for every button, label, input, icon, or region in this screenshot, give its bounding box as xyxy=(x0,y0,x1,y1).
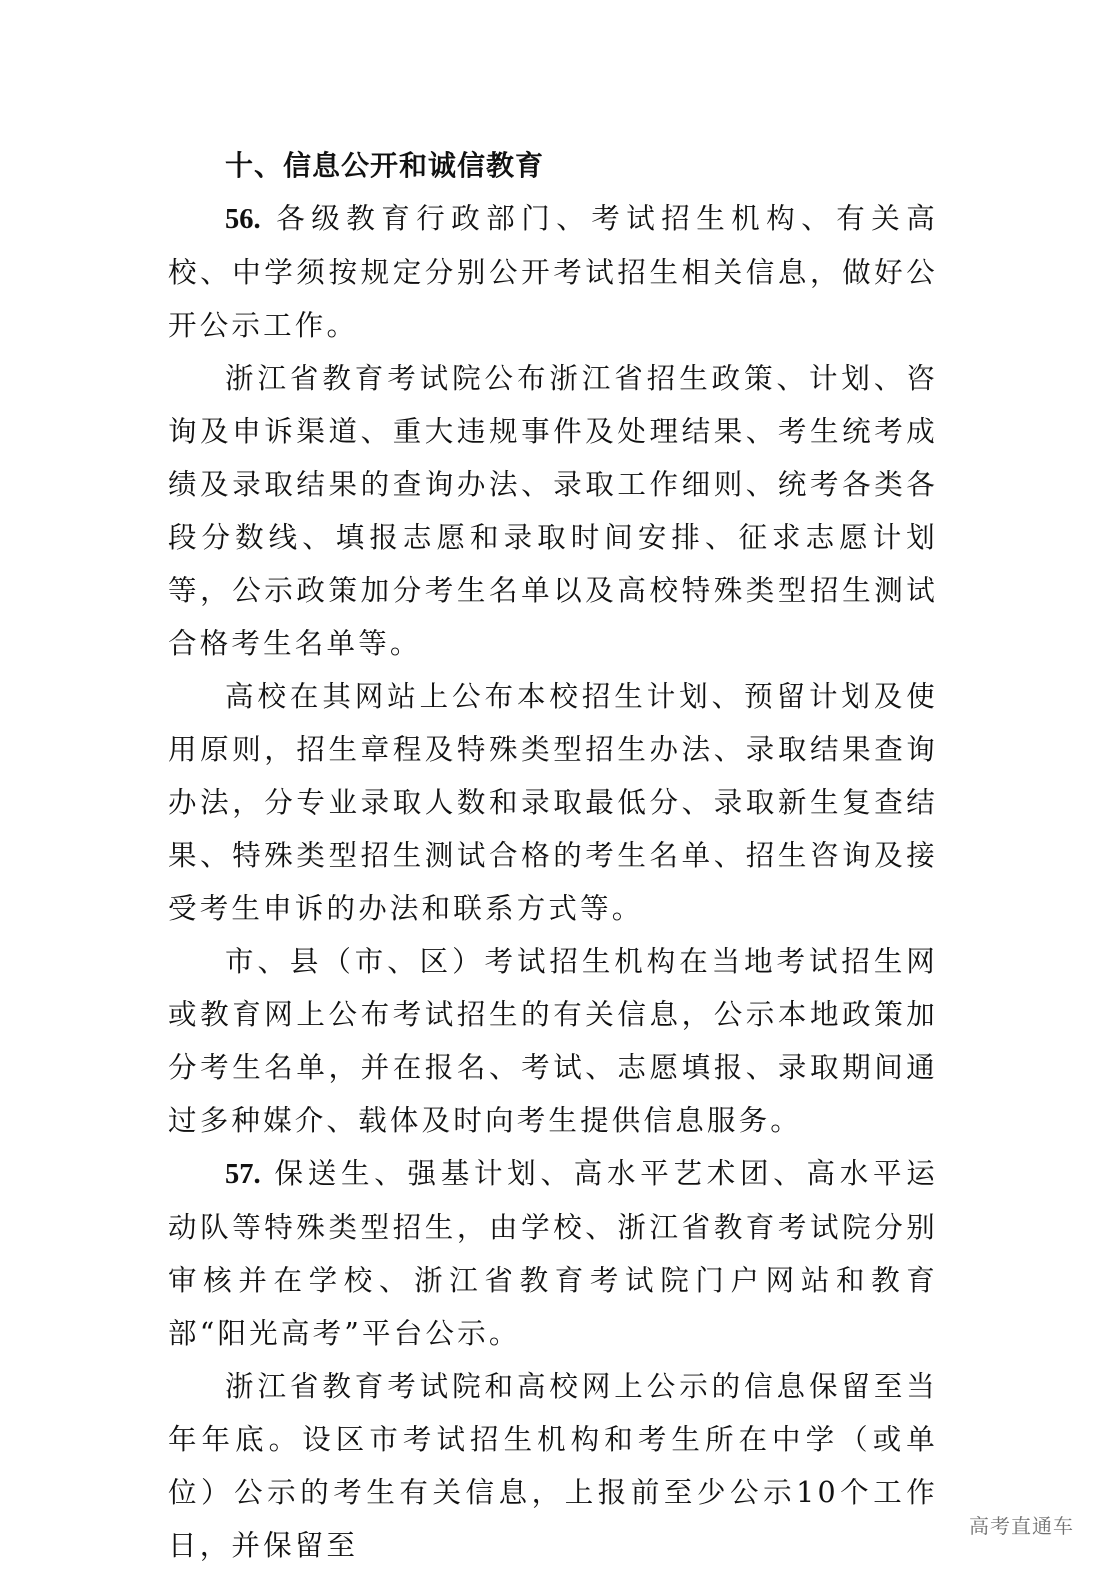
clause-number: 57. xyxy=(225,1159,261,1190)
paragraph-text: 浙江省教育考试院和高校网上公示的信息保留至当年年底。设区市考试招生机构和考生所在中学（或单位）公示的考生有关信息，上报前至少公示10个工作日，并保留至 xyxy=(168,1370,938,1562)
document-page xyxy=(168,140,938,1572)
paragraph-56 xyxy=(168,192,938,352)
clause-number: 56. xyxy=(225,204,261,235)
paragraph-57 xyxy=(168,1147,938,1360)
paragraph-text: 高校在其网站上公布本校招生计划、预留计划及使用原则，招生章程及特殊类型招生办法、录取结果查询办法，分专业录取人数和录取最低分、录取新生复查结果、特殊类型招生测试合格的考生名单、招生咨询及接受考生申诉的办法和联系方式等。 xyxy=(168,680,938,925)
watermark-text: 高考直通车 xyxy=(969,1514,1074,1538)
section-heading: 十、信息公开和诚信教育 xyxy=(225,149,545,182)
paragraph-provincial-exam-authority xyxy=(168,352,938,670)
paragraph-retention xyxy=(168,1360,938,1572)
paragraph-text: 保送生、强基计划、高水平艺术团、高水平运动队等特殊类型招生，由学校、浙江省教育考试院分别审核并在学校、浙江省教育考试院门户网站和教育部“阳光高考”平台公示。 xyxy=(168,1157,938,1350)
paragraph-text: 浙江省教育考试院公布浙江省招生政策、计划、咨询及申诉渠道、重大违规事件及处理结果、考生统考成绩及录取结果的查询办法、录取工作细则、统考各类各段分数线、填报志愿和录取时间安排、征求志愿计划等，公示政策加分考生名单以及高校特殊类型招生测试合格考生名单等。 xyxy=(168,362,938,660)
paragraph-universities xyxy=(168,670,938,935)
paragraph-text: 各级教育行政部门、考试招生机构、有关高校、中学须按规定分别公开考试招生相关信息，做好公开公示工作。 xyxy=(168,202,938,342)
paragraph-local-authorities xyxy=(168,935,938,1147)
paragraph-text: 市、县（市、区）考试招生机构在当地考试招生网或教育网上公布考试招生的有关信息，公示本地政策加分考生名单，并在报名、考试、志愿填报、录取期间通过多种媒介、载体及时向考生提供信息服务。 xyxy=(168,945,938,1137)
